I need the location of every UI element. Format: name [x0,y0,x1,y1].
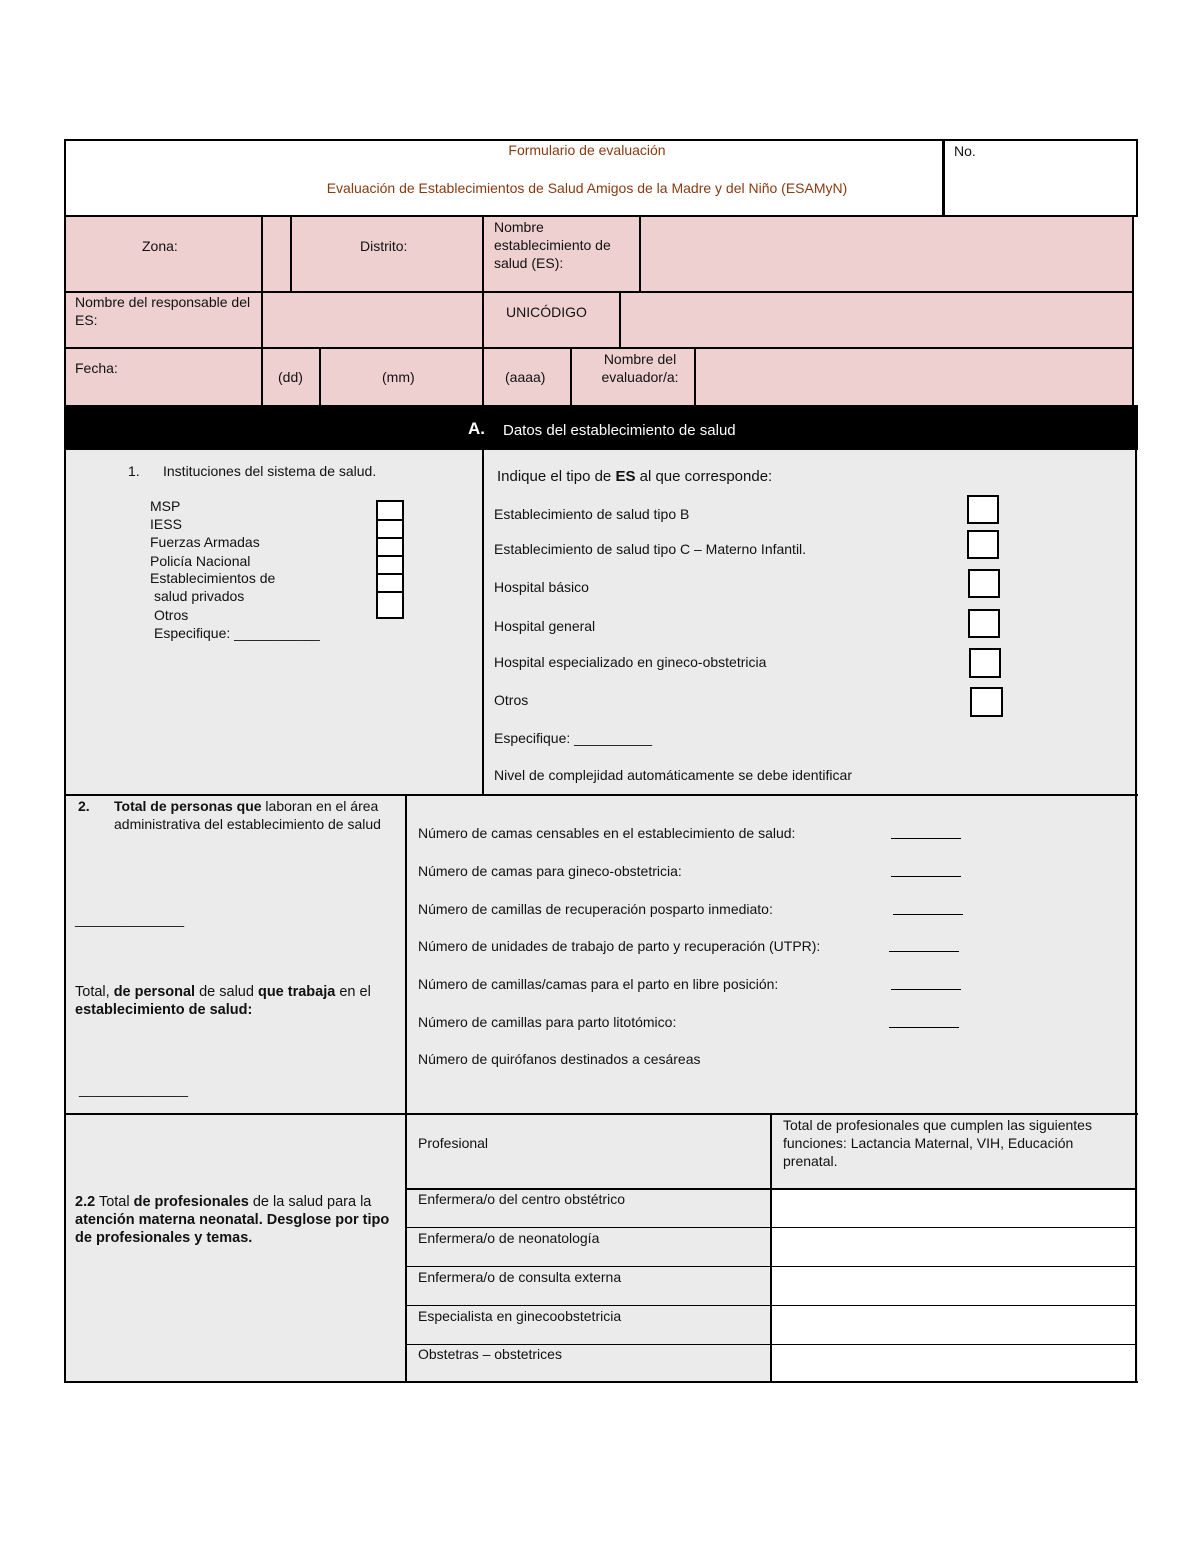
checkbox-es-c[interactable] [967,530,999,559]
beds-libre-posicion: Número de camillas/camas para el parto en libre posición: [418,976,779,992]
distrito-label: Distrito: [360,238,408,254]
section-a-letter: A. [468,419,485,438]
evaluador-field[interactable] [696,350,1131,404]
q1-number: 1. [128,463,140,479]
es-type-basico: Hospital básico [494,579,589,595]
q2-admin-title: Total de personas que laboran en el área administrativa del establecimiento de salud [114,798,381,832]
complexity-note: Nivel de complejidad automáticamente se debe identificar [494,767,852,783]
checkbox-es-general[interactable] [968,609,1000,638]
zona-label: Zona: [142,238,178,254]
fecha-mm[interactable]: (mm) [382,369,415,385]
responsable-field[interactable] [263,293,481,347]
option-otros: Otros [154,607,189,623]
zona-field[interactable] [263,219,290,291]
checkbox-es-b[interactable] [967,495,999,524]
beds-posparto-blank[interactable] [893,914,963,915]
responsable-label: Nombre del responsable del ES: [75,294,251,328]
option-iess: IESS [150,516,182,532]
option-privados-1: Establecimientos de [150,570,276,586]
unicodigo-label: UNICÓDIGO [506,304,587,320]
fecha-aaaa[interactable]: (aaaa) [505,369,546,385]
checkbox-msp[interactable] [376,500,404,521]
nombre-es-label: Nombre establecimiento de salud (ES): [494,219,611,271]
form-subtitle: Evaluación de Establecimientos de Salud Amigos de la Madre y del Niño (ESAMyN) [326,180,848,196]
evaluador-label: Nombre del evaluador/a: [601,351,679,385]
form-title: Formulario de evaluación [508,142,666,158]
beds-litotomico: Número de camillas para parto litotómico: [418,1014,677,1030]
unicodigo-field[interactable] [621,293,1131,347]
fecha-dd[interactable]: (dd) [278,369,303,385]
option-policia-nacional: Policía Nacional [150,553,251,569]
beds-gineco: Número de camas para gineco-obstetricia: [418,863,682,879]
option-fuerzas-armadas: Fuerzas Armadas [150,534,260,550]
option-privados-2: salud privados [154,588,245,604]
row-especialista: Especialista en ginecoobstetricia [418,1308,622,1324]
q2-health-blank[interactable]: ______________ [79,1081,189,1097]
beds-censables-blank[interactable] [891,838,961,839]
total-cell-5[interactable] [772,1345,1135,1381]
total-cell-3[interactable] [772,1267,1135,1305]
q2-health-title: Total, de personal de salud que trabaja en el establecimiento de salud: [75,984,371,1018]
es-type-general: Hospital general [494,618,596,634]
fecha-label: Fecha: [75,360,118,376]
checkbox-policia[interactable] [376,555,404,575]
es-type-b: Establecimiento de salud tipo B [494,506,690,522]
total-cell-2[interactable] [772,1228,1135,1266]
col-profesional: Profesional [418,1135,489,1151]
beds-litotomico-blank[interactable] [889,1027,959,1028]
number-field[interactable] [990,160,1130,210]
checkbox-fuerzas-armadas[interactable] [376,537,404,557]
q22-title: 2.2 Total de profesionales de la salud para la atención materna neonatal. Desglose por tipo de profesionales y temas. [75,1194,390,1246]
beds-utpr-blank[interactable] [889,951,959,952]
beds-censables: Número de camas censables en el establecimiento de salud: [418,825,796,841]
q2-admin-blank[interactable]: ______________ [75,911,185,927]
checkbox-otros[interactable] [376,591,404,619]
quirofanos-cesareas: Número de quirófanos destinados a cesáreas [418,1051,701,1067]
checkbox-privados[interactable] [376,573,404,593]
beds-posparto: Número de camillas de recuperación posparto inmediato: [418,901,773,917]
total-cell-4[interactable] [772,1306,1135,1344]
nombre-es-field[interactable] [641,219,1131,291]
beds-libre-blank[interactable] [891,989,961,990]
es-type-especializado: Hospital especializado en gineco-obstetricia [494,654,767,670]
checkbox-iess[interactable] [376,519,404,539]
row-enfermera-neonatologia: Enfermera/o de neonatología [418,1230,600,1246]
option-msp: MSP [150,498,181,514]
q1-title: Instituciones del sistema de salud. [163,463,377,479]
row-enfermera-obstetrico: Enfermera/o del centro obstétrico [418,1191,625,1207]
col-total: Total de profesionales que cumplen las siguientes funciones: Lactancia Maternal, VIH, Educación prenatal. [783,1117,1092,1169]
q2-number: 2. [78,798,90,814]
beds-gineco-blank[interactable] [891,876,961,877]
es-type-otros: Otros [494,692,529,708]
es-type-specify[interactable]: Especifique: __________ [494,730,653,746]
row-enfermera-consulta: Enfermera/o de consulta externa [418,1269,622,1285]
beds-utpr: Número de unidades de trabajo de parto y recuperación (UTPR): [418,938,821,954]
checkbox-es-basico[interactable] [968,569,1000,598]
checkbox-es-especializado[interactable] [969,648,1001,678]
section-a-title: Datos del establecimiento de salud [503,422,736,439]
row-obstetras: Obstetras – obstetrices [418,1346,562,1362]
checkbox-es-otros[interactable] [970,687,1003,717]
number-label: No. [954,143,976,159]
q1-specify[interactable]: Especifique: ___________ [154,625,320,641]
total-cell-1[interactable] [772,1190,1135,1227]
es-type-c: Establecimiento de salud tipo C – Materno Infantil. [494,541,807,557]
es-type-title: Indique el tipo de ES al que corresponde: [497,468,773,485]
